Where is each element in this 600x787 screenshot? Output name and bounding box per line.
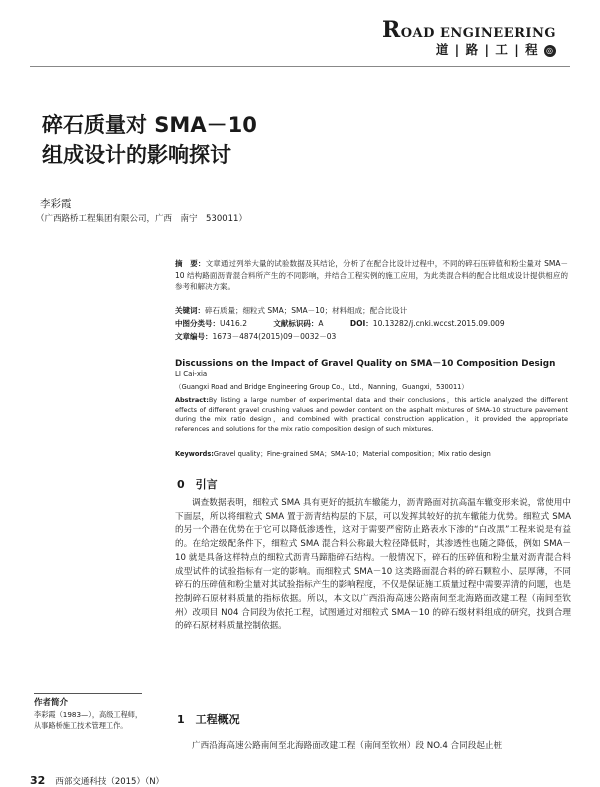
author-affiliation: （广西路桥工程集团有限公司，广西 南宁 530011） xyxy=(36,214,247,224)
bio-heading: 作者简介 xyxy=(34,698,69,708)
journal-brand: ROAD ENGINEERING xyxy=(381,17,556,43)
section-body-overview: 广西沿海高速公路南间至北海路面改建工程（南间至钦州）段 NO.4 合同段起止桩 xyxy=(192,741,503,751)
english-affiliation: （Guangxi Road and Bridge Engineering Group Co.，Ltd.，Nanning，Guangxi，530011） xyxy=(175,383,468,391)
english-author: LI Cai-xia xyxy=(175,370,208,378)
abstract-cn: 摘 要：文章通过列举大量的试验数据及其结论，分析了在配合比设计过程中，不同的碎石压碎值和粉尘量对 SMA－10 结构路面沥青混合料所产生的不同影响，并结合工程实例的施工应用，为此类混合料的配合比组成设计提供相应的参考和解决方案。 xyxy=(175,259,569,291)
classification-line: 中图分类号：U416.2 文献标识码：A DOI：10.13282/j.cnki.wccst.2015.09.009 xyxy=(175,319,505,328)
journal-badge-icon: ◎ xyxy=(544,45,556,57)
abstract-en: Abstract:By listing a large number of experimental data and their conclusions，this article analyzed the different effects of different gravel crushing values and powder content on the asphalt mixtures of SMA-10 structure pavement during the mix ratio design，and combined with practical construction application，it provided the appropriate references and solutions for the mix ratio composition design of such mixtures. xyxy=(175,396,568,433)
journal-name: 西部交通科技（2015）（N） xyxy=(55,777,165,787)
keywords-en: Keywords:Gravel quality；Fine-grained SMA；SMA-10；Material composition；Mix ratio design xyxy=(175,450,491,458)
english-title: Discussions on the Impact of Gravel Quality on SMA－10 Composition Design xyxy=(175,359,556,369)
page-number: 32 xyxy=(30,774,46,787)
article-number: 文章编号：1673－4874(2015)09－0032－03 xyxy=(175,332,337,341)
section-body-introduction: 调查数据表明，细粒式 SMA 具有更好的抵抗车辙能力，沥青路面对抗高温车辙变形来说，常使用中下面层，所以将细粒式 SMA 置于沥青结构层的下层，可以发挥其较好的抗车辙能力优势。细粒式 SMA 的另一个潜在优势在于它可以降低渗透性，这对于需要严密防止路表水下渗的“白改黑”工程来说是有益的。在给定级配条件下，细粒式 SMA 混合料公称最大粒径降低时，其渗透性也随之降低，例如 SMA－10 就是具备这样特点的细粒式沥青马蹄脂碎石结构。一般情况下，碎石的压碎值和粉尘量对沥青混合料成型试件的试验指标有一定的影响。而细粒式 SMA－10 这类路面混合料的碎石颗粒小、层厚薄，不同碎石的压碎值和粉尘量对其试验指标产生的影响程度，不仅是保证施工质量过程中需要弄清的问题，也是控制碎石原材料质量的指标依据。所以，本文以广西沿海高速公路南间至北海路面改建工程（南间至钦州）改项目 N04 合同段为依托工程，试图通过对细粒式 SMA－10 的碎石级材料组成的研究，找到合理的碎石原材料质量控制依据。 xyxy=(175,498,572,632)
bio-rule xyxy=(34,693,142,694)
bio-text: 李彩霞（1983—），高级工程师，从事路桥施工技术管理工作。 xyxy=(34,710,143,730)
article-title: 碎石质量对 SMA－10 组成设计的影响探讨 xyxy=(42,113,257,167)
keywords-cn: 关键词：碎石质量；细粒式 SMA；SMA－10；材料组成；配合比设计 xyxy=(175,306,408,315)
section-label: 道 | 路 | 工 | 程 ◎ xyxy=(436,40,556,58)
section-heading-overview: 1 工程概况 xyxy=(177,713,240,726)
header-rule xyxy=(30,66,570,67)
section-heading-introduction: 0 引言 xyxy=(177,478,218,491)
page-footer xyxy=(30,774,164,787)
author-name: 李彩霞 xyxy=(40,198,72,210)
